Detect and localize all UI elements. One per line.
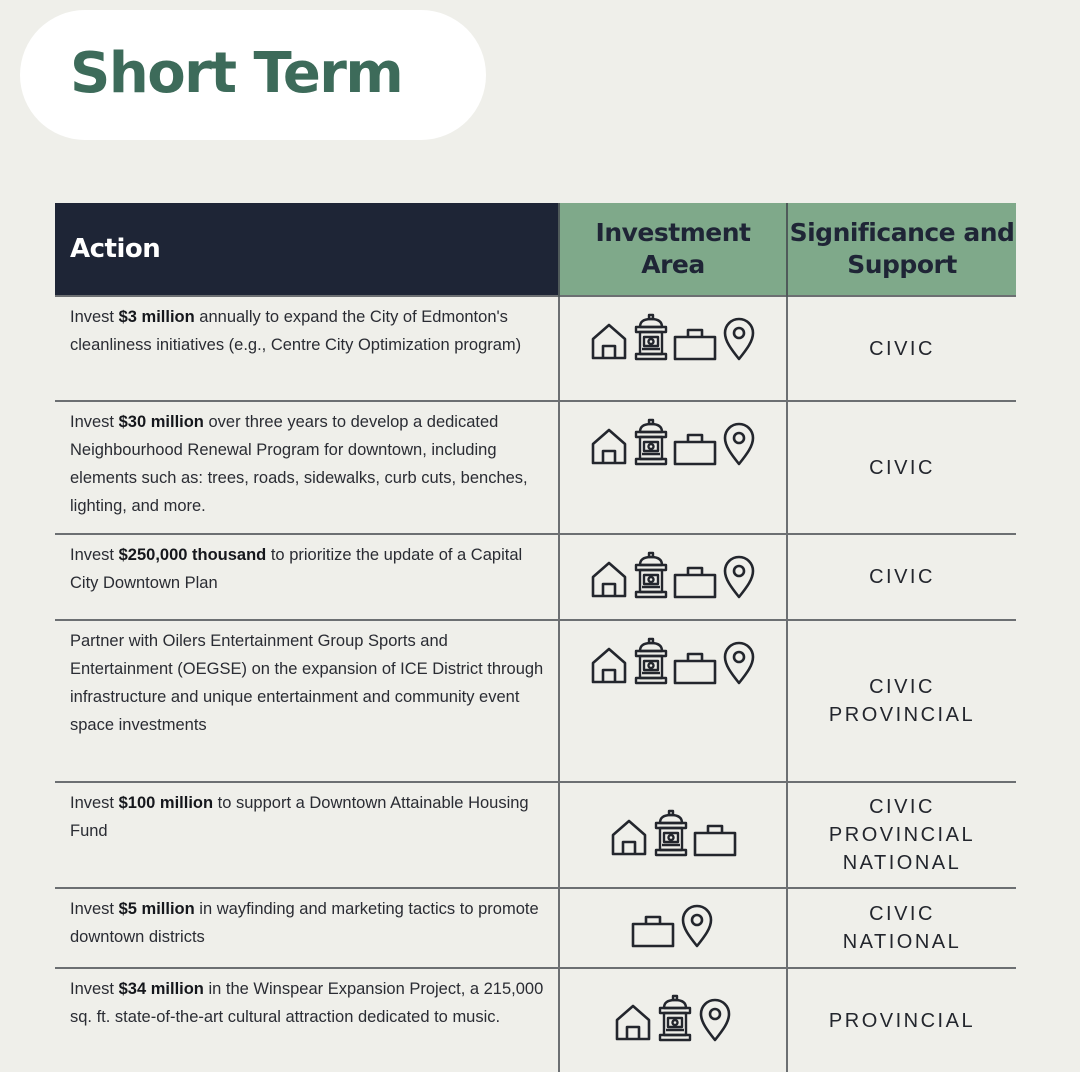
table-row [55,296,1016,401]
house-icon [589,426,629,466]
table-row [55,620,1016,782]
significance-label: NATIONAL [842,852,962,874]
location-pin-icon [679,904,715,948]
action-text: in wayfinding and marketing tactics to promote downtown districts [70,900,539,946]
significance-label: CIVIC [869,456,935,479]
briefcase-icon [693,823,737,857]
investment-area-icons [631,904,715,948]
page-title: Short Term [70,41,403,106]
location-pin-icon [721,317,757,361]
hydrant-icon [633,418,669,466]
significance-label: PROVINCIAL [828,824,976,846]
location-pin-icon [721,422,757,466]
investment-area-icons [589,637,757,685]
investment-area-cell [559,888,787,968]
significance-label: PROVINCIAL [828,704,976,726]
investment-area-icons [609,809,737,857]
action-amount: $34 million [118,980,204,998]
action-amount: $100 million [118,794,214,812]
investment-area-icons [589,313,757,361]
significance-cell [787,620,1016,782]
action-amount: $250,000 thousand [118,546,267,564]
briefcase-icon [631,914,675,948]
hydrant-icon [633,551,669,599]
action-text: Invest [70,546,119,564]
investment-area-cell [559,968,787,1072]
location-pin-icon [697,998,733,1042]
investment-area-icons [613,994,733,1042]
hydrant-icon [633,313,669,361]
significance-label: CIVIC [869,903,935,925]
briefcase-icon [673,565,717,599]
investment-area-cell [559,296,787,401]
header-investment-area: Investment Area [559,203,787,296]
action-text: Invest [70,308,119,326]
table-row [55,534,1016,620]
action-cell [55,620,559,782]
investment-area-icons [589,418,757,466]
action-text: Invest [70,980,119,998]
action-text: to support a Downtown Attainable Housing Fund [70,794,529,840]
investment-area-cell [559,401,787,534]
hydrant-icon [653,809,689,857]
table-row [55,782,1016,888]
short-term-table [55,203,1016,1072]
significance-cell [787,888,1016,968]
table-row [55,968,1016,1072]
investment-area-cell [559,534,787,620]
house-icon [613,1002,653,1042]
action-text: Invest [70,794,119,812]
action-text: over three years to develop a dedicated Neighbourhood Renewal Program for downtown, including elements such as: trees, roads, sidewalks, curb cuts, benches, lighting, and more. [70,413,528,515]
hydrant-icon [633,637,669,685]
action-amount: $30 million [118,413,204,431]
action-cell [55,534,559,620]
significance-label: CIVIC [869,796,935,818]
table-row [55,401,1016,534]
house-icon [609,817,649,857]
significance-cell [787,968,1016,1072]
briefcase-icon [673,327,717,361]
significance-cell [787,401,1016,534]
action-cell [55,888,559,968]
briefcase-icon [673,432,717,466]
action-cell [55,968,559,1072]
house-icon [589,559,629,599]
investment-area-icons [589,551,757,599]
action-cell [55,782,559,888]
action-amount: $3 million [118,308,195,326]
significance-label: CIVIC [869,566,935,588]
table-row [55,888,1016,968]
header-action: Action [55,203,559,296]
action-cell [55,296,559,401]
action-text: in the Winspear Expansion Project, a 215,000 sq. ft. state-of-the-art cultural attraction dedicated to music. [70,980,544,1026]
action-text: Invest [70,413,119,431]
location-pin-icon [721,641,757,685]
hydrant-icon [657,994,693,1042]
significance-cell [787,296,1016,401]
significance-cell [787,534,1016,620]
action-text: Partner with Oilers Entertainment Group Sports and Entertainment (OEGSE) on the expansion of ICE District through infrastructure and unique entertainment and community event space investments [70,632,544,734]
action-amount: $5 million [118,900,195,918]
action-text: Invest [70,900,119,918]
header-significance: Significance and Support [787,203,1016,296]
house-icon [589,321,629,361]
significance-label: PROVINCIAL [828,1009,976,1032]
location-pin-icon [721,555,757,599]
investment-area-cell [559,782,787,888]
significance-label: CIVIC [869,676,935,698]
significance-label: NATIONAL [842,931,962,953]
action-text: annually to expand the City of Edmonton's cleanliness initiatives (e.g., Centre City Optimization program) [70,308,522,354]
action-cell [55,401,559,534]
briefcase-icon [673,651,717,685]
significance-cell [787,782,1016,888]
action-text: to prioritize the update of a Capital City Downtown Plan [70,546,523,592]
investment-area-cell [559,620,787,782]
significance-label: CIVIC [869,337,935,360]
house-icon [589,645,629,685]
